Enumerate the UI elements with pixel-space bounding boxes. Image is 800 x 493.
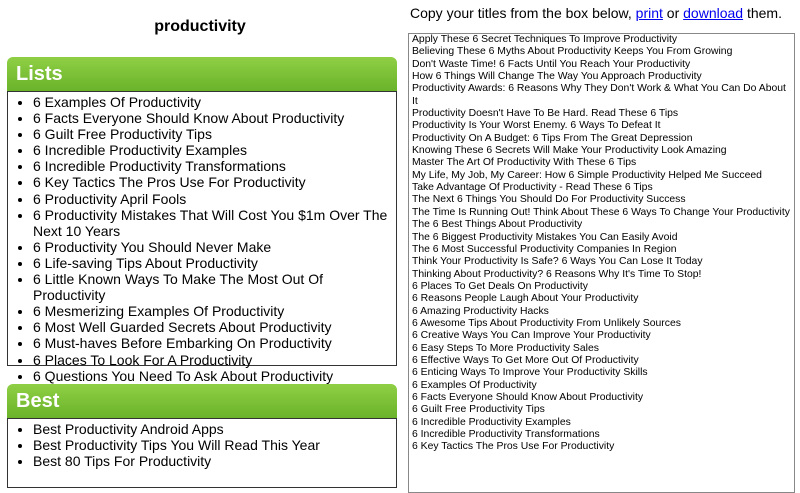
- title-line: 6 Awesome Tips About Productivity From Unlikely Sources: [412, 317, 681, 329]
- list-item: [33, 255, 392, 271]
- copy-prefix: Copy your titles from the box below,: [410, 5, 632, 21]
- list-item-link[interactable]: 6 Productivity Mistakes That Will Cost You $1m Over The Next 10 Years: [33, 206, 388, 239]
- copy-suffix: them.: [746, 5, 782, 21]
- title-line: Productivity On A Budget: 6 Tips From The Great Depression: [412, 132, 693, 144]
- title-line: 6 Effective Ways To Get More Out Of Productivity: [412, 354, 639, 366]
- title-line: The 6 Most Successful Productivity Companies In Region: [412, 243, 677, 255]
- title-line: The 6 Biggest Productivity Mistakes You Can Easily Avoid: [412, 231, 678, 243]
- title-line: Knowing These 6 Secrets Will Make Your Productivity Look Amazing: [412, 145, 727, 157]
- list-item: [33, 335, 392, 351]
- copy-instructions: [410, 5, 782, 21]
- print-link[interactable]: print: [635, 5, 663, 21]
- list-item-link[interactable]: 6 Guilt Free Productivity Tips: [33, 126, 212, 143]
- title-line: 6 Creative Ways You Can Improve Your Productivity: [412, 330, 651, 342]
- list-item: [33, 158, 392, 174]
- title-line: 6 Key Tactics The Pros Use For Productivity: [412, 441, 615, 453]
- list-item: [33, 126, 392, 142]
- copy-or: or: [666, 5, 680, 21]
- list-item-link[interactable]: 6 Little Known Ways To Make The Most Out Of Productivity: [33, 271, 323, 304]
- title-line: The 6 Best Things About Productivity: [412, 219, 583, 231]
- list-item-link[interactable]: 6 Incredible Productivity Transformations: [33, 158, 286, 175]
- list-item-link[interactable]: Best 80 Tips For Productivity: [33, 453, 212, 470]
- list-item: [33, 319, 392, 335]
- list-item: [33, 174, 392, 190]
- list-item-link[interactable]: 6 Productivity April Fools: [33, 190, 187, 207]
- keyword-title: productivity: [154, 18, 246, 35]
- lists-section-header: Lists: [7, 57, 397, 91]
- download-link[interactable]: download: [683, 5, 744, 21]
- list-item: [33, 453, 392, 469]
- best-list: [8, 419, 396, 469]
- list-item-link[interactable]: 6 Incredible Productivity Examples: [33, 142, 247, 159]
- title-line: 6 Places To Get Deals On Productivity: [412, 280, 588, 292]
- title-line: Don't Waste Time! 6 Facts Until You Reach Your Productivity: [412, 58, 691, 70]
- list-item-link[interactable]: 6 Mesmerizing Examples Of Productivity: [33, 303, 285, 320]
- list-item: [33, 191, 392, 207]
- title-line: Thinking About Productivity? 6 Reasons Why It's Time To Stop!: [412, 268, 702, 280]
- title-line: Productivity Is Your Worst Enemy. 6 Ways To Defeat It: [412, 120, 661, 132]
- list-item: [33, 271, 392, 303]
- list-item-link[interactable]: 6 Places To Look For A Productivity: [33, 351, 253, 368]
- list-item-link[interactable]: 6 Examples Of Productivity: [33, 94, 202, 110]
- title-line: Think Your Productivity Is Safe? 6 Ways You Can Lose It Today: [412, 256, 703, 268]
- title-line: Believing These 6 Myths About Productivity Keeps You From Growing: [412, 46, 733, 58]
- title-line: 6 Easy Steps To More Productivity Sales: [412, 342, 599, 354]
- titles-textbox[interactable]: [408, 33, 795, 493]
- list-item-link[interactable]: 6 Must-haves Before Embarking On Productivity: [33, 335, 332, 352]
- title-line: 6 Incredible Productivity Examples: [412, 416, 571, 428]
- list-item: [33, 142, 392, 158]
- title-line: 6 Reasons People Laugh About Your Productivity: [412, 293, 639, 305]
- title-line: 6 Guilt Free Productivity Tips: [412, 404, 545, 416]
- title-line: 6 Enticing Ways To Improve Your Productivity Skills: [412, 367, 648, 379]
- list-item: [33, 110, 392, 126]
- list-item: [33, 437, 392, 453]
- title-line: Take Advantage Of Productivity - Read These 6 Tips: [412, 182, 653, 194]
- title-line: 6 Examples Of Productivity: [412, 379, 537, 391]
- list-item-link[interactable]: 6 Most Well Guarded Secrets About Productivity: [33, 319, 332, 336]
- list-item: [33, 368, 392, 384]
- title-line: My Life, My Job, My Career: How 6 Simple Productivity Helped Me Succeed: [412, 169, 762, 181]
- lists-list: [8, 92, 396, 384]
- list-item-link[interactable]: Best Productivity Tips You Will Read This Year: [33, 437, 320, 454]
- best-section-header: Best: [7, 384, 397, 418]
- lists-box[interactable]: [7, 91, 397, 384]
- title-line: Productivity Doesn't Have To Be Hard. Read These 6 Tips: [412, 108, 679, 120]
- list-item: [33, 421, 392, 437]
- title-line: Apply These 6 Secret Techniques To Improve Productivity: [412, 34, 678, 45]
- list-item: [33, 352, 392, 368]
- list-item-link[interactable]: 6 Facts Everyone Should Know About Productivity: [33, 110, 345, 127]
- list-item: [33, 207, 392, 239]
- title-line: 6 Facts Everyone Should Know About Productivity: [412, 391, 644, 403]
- title-line: 6 Incredible Productivity Transformations: [412, 429, 600, 440]
- list-item: [33, 303, 392, 319]
- title-line: How 6 Things Will Change The Way You Approach Productivity: [412, 71, 702, 83]
- list-item-link[interactable]: Best Productivity Android Apps: [33, 421, 224, 437]
- list-item-link[interactable]: 6 Questions You Need To Ask About Productivity: [33, 367, 334, 384]
- list-item-link[interactable]: 6 Productivity You Should Never Make: [33, 238, 272, 255]
- title-line: Productivity Awards: 6 Reasons Why They Don't Work & What You Can Do About It: [412, 83, 786, 107]
- list-item-link[interactable]: 6 Key Tactics The Pros Use For Productivity: [33, 174, 306, 191]
- list-item-link[interactable]: 6 Life-saving Tips About Productivity: [33, 254, 258, 271]
- best-box[interactable]: [7, 418, 397, 488]
- title-line: The Next 6 Things You Should Do For Productivity Success: [412, 194, 686, 206]
- list-item: [33, 239, 392, 255]
- title-line: The Time Is Running Out! Think About These 6 Ways To Change Your Productivity: [412, 206, 790, 218]
- title-line: 6 Amazing Productivity Hacks: [412, 305, 549, 317]
- list-item: [33, 94, 392, 110]
- title-line: Master The Art Of Productivity With These 6 Tips: [412, 157, 637, 169]
